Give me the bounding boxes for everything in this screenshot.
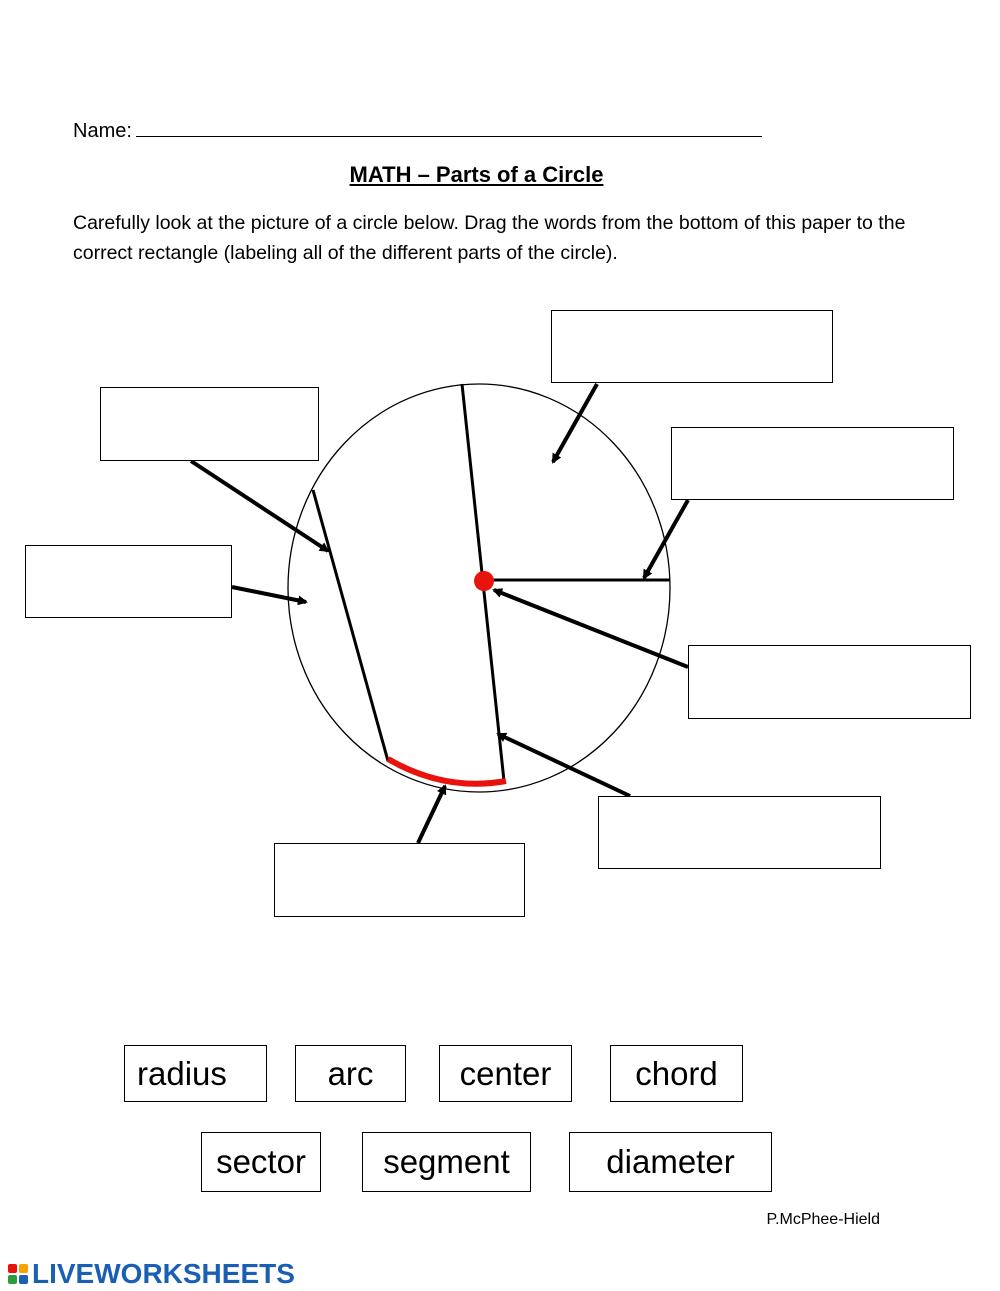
drop-box-bottom[interactable] bbox=[274, 843, 525, 917]
word-tile-chord[interactable]: chord bbox=[610, 1045, 743, 1102]
word-tile-diameter[interactable]: diameter bbox=[569, 1132, 772, 1192]
drop-box-top-right[interactable] bbox=[551, 310, 833, 383]
author-credit: P.McPhee-Hield bbox=[766, 1211, 880, 1228]
word-tile-segment[interactable]: segment bbox=[362, 1132, 531, 1192]
drop-box-bottom-right[interactable] bbox=[598, 796, 881, 869]
drop-box-left[interactable] bbox=[25, 545, 232, 618]
liveworksheets-logo-icon bbox=[8, 1264, 28, 1284]
word-tile-arc[interactable]: arc bbox=[295, 1045, 406, 1102]
word-tile-center[interactable]: center bbox=[439, 1045, 572, 1102]
drop-box-right-middle[interactable] bbox=[688, 645, 971, 719]
drop-box-upper-left[interactable] bbox=[100, 387, 319, 461]
word-tile-radius[interactable]: radius bbox=[124, 1045, 267, 1102]
arc-highlight bbox=[388, 759, 506, 784]
arrow-to-center bbox=[494, 590, 688, 667]
instructions-text: Carefully look at the picture of a circle below. Drag the words from the bottom of this paper to the correct rectangle (labeling all of the different parts of the circle). bbox=[73, 212, 906, 264]
arrow-to-arc bbox=[418, 786, 445, 843]
center-point bbox=[474, 571, 494, 591]
arrow-to-diameter bbox=[498, 734, 630, 796]
word-tile-sector[interactable]: sector bbox=[201, 1132, 321, 1192]
liveworksheets-logo bbox=[8, 1258, 295, 1290]
logo-text: LIVEWORKSHEETS bbox=[32, 1258, 295, 1289]
arrow-to-radius bbox=[644, 500, 688, 578]
page-title: MATH – Parts of a Circle bbox=[349, 162, 604, 187]
chord-line bbox=[313, 490, 388, 761]
drop-box-right-upper[interactable] bbox=[671, 427, 954, 500]
arrow-to-segment bbox=[232, 587, 306, 602]
name-label: Name: bbox=[73, 120, 132, 142]
arrow-to-chord bbox=[191, 461, 328, 551]
